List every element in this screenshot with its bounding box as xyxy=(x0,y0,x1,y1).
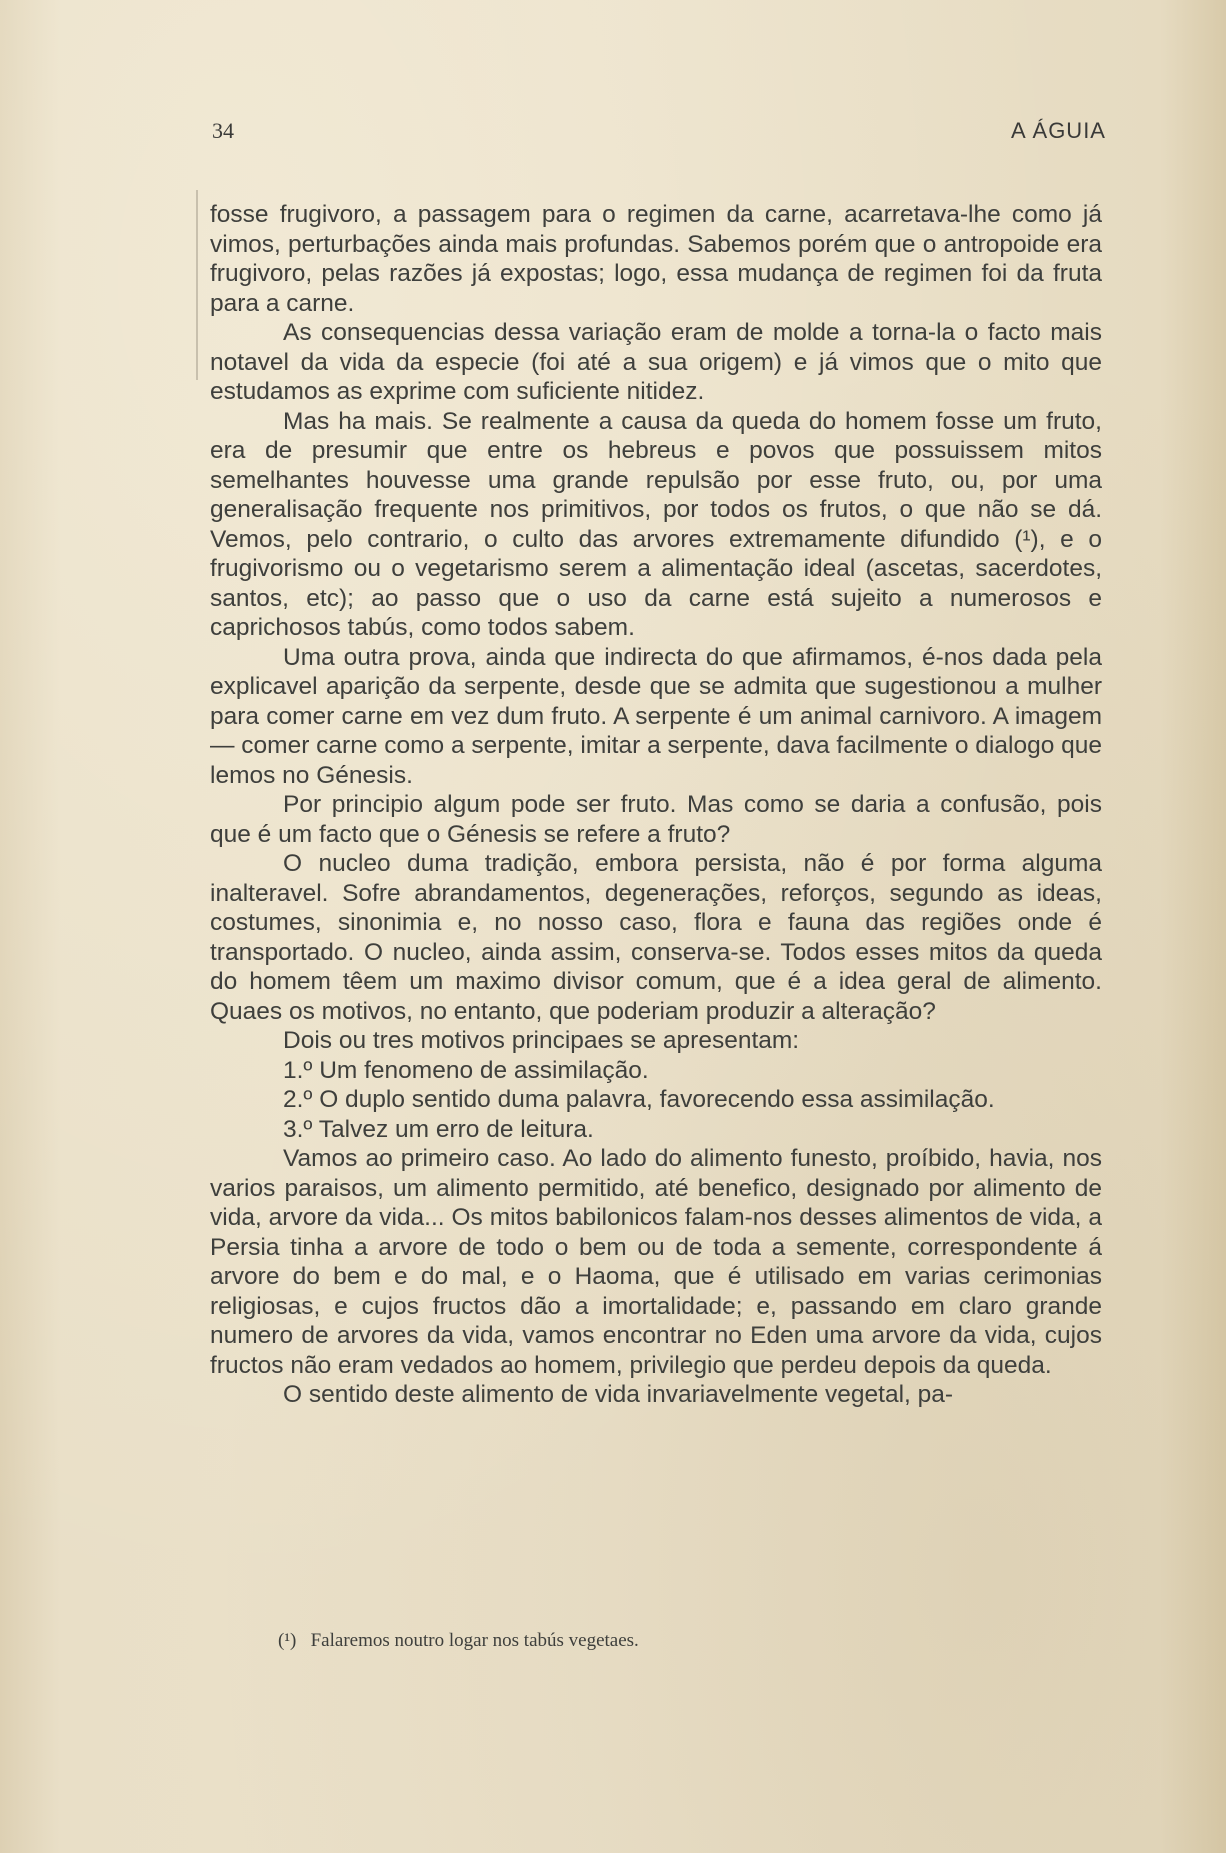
body-text xyxy=(210,200,1102,1410)
paragraph-9: O sentido deste alimento de vida invariavelmente vegetal, pa- xyxy=(283,1381,954,1408)
paragraph-3: Mas ha mais. Se realmente a causa da queda do homem fosse um fruto, era de presumir que entre os hebreus e povos que possuissem mitos semelhantes houvesse uma grande repulsão por esse fruto, ou, por uma generalisação frequente nos primitivos, por todos os frutos, o que não se dá. Vemos, pelo contrario, o culto das arvores extremamente difundido (¹), e o frugivorismo ou o vegetarismo serem a alimentação ideal (ascetas, sacerdotes, santos, etc); ao passo que o uso da carne está sujeito a numerosos e caprichosos tabús, como todos sabem. xyxy=(210,407,1102,641)
paragraph-6: O nucleo duma tradição, embora persista, não é por forma alguma inalteravel. Sofre abrandamentos, degenerações, reforços, segundo as ideas, costumes, sinonimia e, no nosso caso, flora e fauna das regiões onde é transportado. O nucleo, ainda assim, conserva-se. Todos esses mitos da queda do homem têem um maximo divisor comum, que é a idea geral de alimento. Quaes os motivos, no entanto, que poderiam produzir a alteração? xyxy=(210,850,1102,1025)
footnote-marker: (¹) xyxy=(278,1630,297,1651)
footnote xyxy=(278,1630,1098,1652)
list-item-3: 3.º Talvez um erro de leitura. xyxy=(283,1115,594,1143)
footnote-text: Falaremos noutro logar nos tabús vegetaes. xyxy=(310,1630,639,1651)
paragraph-1: fosse frugivoro, a passagem para o regimen da carne, acarretava-lhe como já vimos, perturbações ainda mais profundas. Sabemos porém que o antropoide era frugivoro, pelas razões já expostas; logo, essa mudança de regimen foi da fruta para a carne. xyxy=(210,201,1102,317)
paragraph-4: Uma outra prova, ainda que indirecta do que afirmamos, é-nos dada pela explicavel aparição da serpente, desde que se admita que sugestionou a mulher para comer carne em vez dum fruto. A serpente é um animal carnivoro. A imagem — comer carne como a serpente, imitar a serpente, dava facilmente o dialogo que lemos no Génesis. xyxy=(210,643,1103,789)
page-header xyxy=(0,118,1226,152)
running-title: A ÁGUIA xyxy=(1010,118,1106,143)
page-number: 34 xyxy=(212,118,234,143)
list-item-2: 2.º O duplo sentido duma palavra, favorecendo essa assimilação. xyxy=(283,1086,995,1113)
paragraph-2: As consequencias dessa variação eram de molde a torna-la o facto mais notavel da vida da especie (foi até a sua origem) e já vimos que o mito que estudamos as exprime com suficiente nitidez. xyxy=(210,319,1102,405)
paragraph-8: Vamos ao primeiro caso. Ao lado do alimento funesto, proíbido, havia, nos varios paraisos, um alimento permitido, até benefico, designado por alimento de vida, arvore da vida... Os mitos babilonicos falam-nos desses alimentos de vida, a Persia tinha a arvore de todo o bem ou de toda a semente, correspondente á arvore do bem e do mal, e o Haoma, que é utilisado em varias cerimonias religiosas, e cujos fructos dão a imortalidade; e, passando em claro grande numero de arvores da vida, vamos encontrar no Eden uma arvore da vida, cujos fructos não eram vedados ao homem, privilegio que perdeu depois da queda. xyxy=(210,1145,1102,1379)
margin-pencil-mark xyxy=(196,190,198,380)
paragraph-7: Dois ou tres motivos principaes se apresentam: xyxy=(283,1027,800,1054)
list-item-1: 1.º Um fenomeno de assimilação. xyxy=(283,1056,649,1084)
paragraph-5: Por principio algum pode ser fruto. Mas como se daria a confusão, pois que é um facto que o Génesis se refere a fruto? xyxy=(210,791,1102,848)
